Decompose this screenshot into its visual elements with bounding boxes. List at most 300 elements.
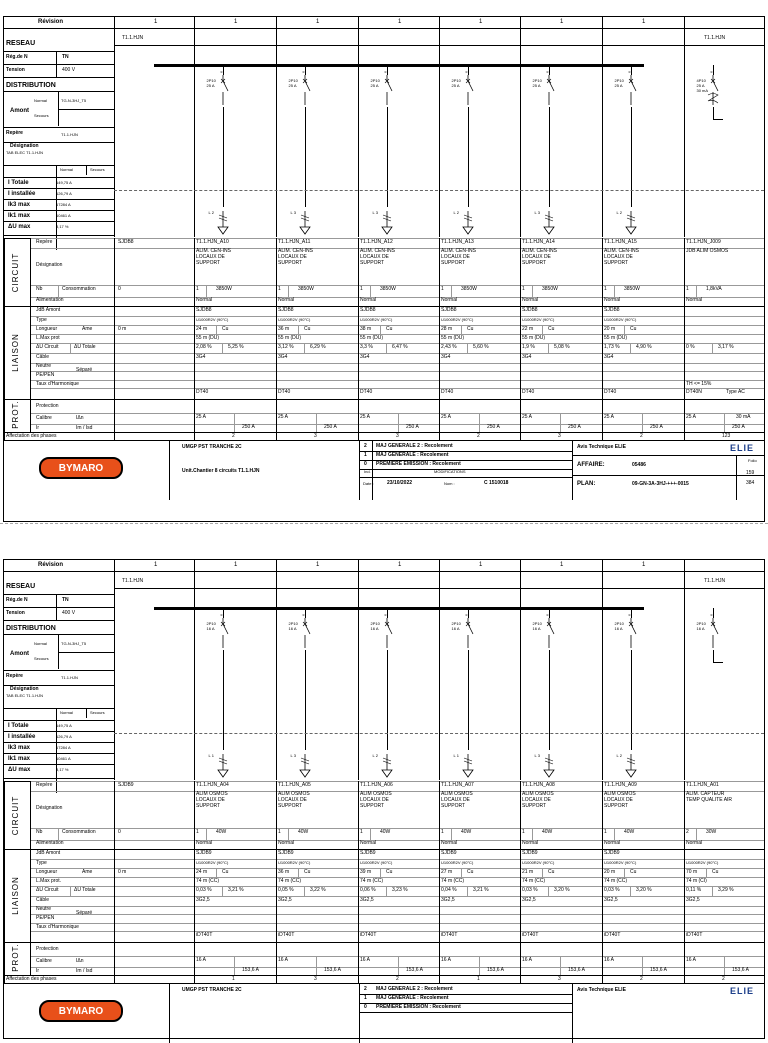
bymaro-logo: BYMARO bbox=[39, 457, 123, 479]
rule-line bbox=[30, 956, 764, 957]
ik1-max-label: Ik1 max bbox=[8, 213, 31, 219]
rule-line bbox=[548, 886, 549, 896]
rule-line bbox=[302, 608, 306, 618]
rule-line bbox=[30, 931, 764, 932]
circuit-designation: SUPPORT bbox=[278, 803, 303, 809]
circuit-du-circuit: 0,03 % bbox=[196, 887, 212, 893]
distribution-label: DISTRIBUTION bbox=[6, 625, 56, 632]
plan-value: 09-GN-3A-3HJ-+++-0015 bbox=[632, 481, 689, 487]
rule-line bbox=[4, 77, 114, 78]
circuit-nb: 1 bbox=[441, 286, 444, 292]
circuit-calibre: 25 A bbox=[604, 414, 615, 420]
row-jdb-label: JdB Amont bbox=[36, 307, 61, 313]
circuit-du-circuit: 2,43 % bbox=[441, 344, 457, 350]
circuit-nb: 1 bbox=[278, 286, 281, 292]
rule-line bbox=[4, 306, 764, 307]
rule-line bbox=[4, 210, 114, 211]
rule-line bbox=[4, 432, 764, 433]
rule-line bbox=[631, 107, 632, 207]
rule-line bbox=[520, 17, 521, 237]
circuit-im-isd: 250 A bbox=[324, 424, 337, 430]
circuit-type: U1000R2V (90°C) bbox=[604, 860, 637, 865]
rule-line bbox=[624, 325, 625, 334]
rule-line bbox=[30, 868, 764, 869]
incoming-feeder-line bbox=[114, 45, 764, 46]
repere-label: Repère bbox=[6, 673, 23, 679]
circuit-jdb: SJDB8 bbox=[441, 307, 457, 313]
rule-line bbox=[4, 28, 764, 29]
project-name: UMGP PST TRANCHE 2C bbox=[182, 987, 242, 993]
du-max-value: 3,17 % bbox=[56, 224, 69, 229]
mod-text: MAJ GENERALE 2 : Recolement bbox=[376, 443, 453, 449]
circuit-idn: 30 mA bbox=[736, 414, 751, 420]
rule-line bbox=[479, 956, 480, 975]
circuit-jdb: SJDB8 bbox=[604, 307, 620, 313]
mod-text: MAJ GENERALE : Recolement bbox=[376, 452, 449, 458]
rule-line bbox=[4, 177, 114, 178]
circuit-du-totale: 5,08 % bbox=[554, 344, 570, 350]
mod-index: 2 bbox=[364, 986, 367, 992]
circuit-protection: DT40 bbox=[522, 389, 535, 395]
circuit-repere: T1.1.HJN_A15 bbox=[604, 239, 637, 245]
breaker-rating: 16 A bbox=[614, 626, 623, 631]
rule-line bbox=[114, 17, 115, 237]
rule-line bbox=[30, 334, 764, 335]
i-totale-value: 149,75 A bbox=[56, 180, 72, 185]
revision-value: 1 bbox=[642, 562, 646, 568]
circuit-designation: LOCAUX DE bbox=[278, 797, 307, 803]
circuit-repere: T1.1.HJN_A05 bbox=[278, 782, 311, 788]
breaker-rating: 25 A bbox=[451, 83, 460, 88]
rule-line bbox=[4, 188, 114, 189]
source-repere: SJDB9 bbox=[118, 782, 134, 788]
circuit-du-circuit: 0,06 % bbox=[360, 887, 376, 893]
circuit-cable: 3G2,5 bbox=[278, 897, 292, 903]
circuit-protection-type: Type AC bbox=[726, 389, 745, 395]
rule-line bbox=[630, 886, 631, 896]
breaker-symbol bbox=[453, 618, 483, 648]
rule-line bbox=[58, 652, 114, 653]
rule-line bbox=[4, 634, 114, 635]
breaker-symbol bbox=[208, 75, 238, 105]
row-du-circuit-label: ΔU Circuit bbox=[36, 344, 59, 350]
ik3-max-value: 17284 A bbox=[56, 202, 71, 207]
rule-line bbox=[30, 781, 31, 975]
i-totale-value: 149,75 A bbox=[56, 723, 72, 728]
row-imisd-label: Im / Isd bbox=[76, 425, 93, 431]
row-idn-label: IΔn bbox=[76, 958, 84, 964]
i-totale-label: I Totale bbox=[8, 180, 29, 186]
rule-line bbox=[4, 942, 764, 943]
circuit-phase: 3 bbox=[558, 976, 561, 982]
rule-line bbox=[532, 828, 533, 840]
circuit-du-circuit: 0 % bbox=[686, 344, 695, 350]
circuit-du-circuit: 0,05 % bbox=[278, 887, 294, 893]
dashed-separator bbox=[114, 190, 764, 191]
circuit-designation: LOCAUX DE bbox=[522, 254, 551, 260]
revision-value: 1 bbox=[642, 19, 646, 25]
rule-line bbox=[712, 886, 713, 896]
circuit-alimentation: Normal bbox=[686, 297, 703, 303]
rule-line bbox=[736, 455, 737, 500]
rule-line bbox=[398, 956, 399, 975]
breaker-rating: 2P10 bbox=[206, 78, 216, 83]
circuit-du-totale: 3,22 % bbox=[310, 887, 326, 893]
rule-line bbox=[222, 343, 223, 353]
circuit-jdb: SJDB8 bbox=[360, 307, 376, 313]
rule-line bbox=[628, 65, 632, 75]
rule-line bbox=[4, 620, 114, 621]
row-calibre-label: Calibre bbox=[36, 958, 52, 964]
circuit-du-circuit: 2,08 % bbox=[196, 344, 212, 350]
rule-line bbox=[542, 325, 543, 334]
ind-label: Ind. bbox=[364, 469, 371, 474]
circuit-nb: 1 bbox=[522, 286, 525, 292]
cable-load-symbol bbox=[542, 211, 556, 235]
circuit-alimentation: Normal bbox=[196, 840, 213, 846]
rule-line bbox=[4, 221, 114, 222]
circuit-nb: 1 bbox=[360, 829, 363, 835]
normal-label: Normal bbox=[60, 167, 73, 172]
circuit-protection: DT40 bbox=[604, 389, 617, 395]
circuit-lmax: 55 m (DU) bbox=[441, 335, 465, 341]
rule-line bbox=[520, 781, 521, 983]
cable-load-symbol bbox=[298, 211, 312, 235]
rule-line bbox=[387, 107, 388, 207]
rule-line bbox=[724, 413, 725, 432]
rule-line bbox=[439, 781, 440, 983]
circuit-im-isd: 153,6 A bbox=[487, 967, 504, 973]
circuit-cable: 3G4 bbox=[441, 354, 451, 360]
rule-line bbox=[298, 325, 299, 334]
cable-load-symbol bbox=[216, 754, 230, 778]
mod-text: PREMIERE EMISSION : Recolement bbox=[376, 1004, 461, 1010]
rule-line bbox=[4, 91, 114, 92]
breaker-rating: 16 A bbox=[451, 626, 460, 631]
breaker-rating: 25 A bbox=[614, 83, 623, 88]
circuit-im-isd: 153,6 A bbox=[732, 967, 749, 973]
rule-line bbox=[206, 828, 207, 840]
circuit-du-circuit: 3,12 % bbox=[278, 344, 294, 350]
row-alimentation-label: Alimentation bbox=[36, 297, 64, 303]
circuit-phase: 2 bbox=[396, 976, 399, 982]
i-installee-value: 126,79 A bbox=[56, 734, 72, 739]
row-separe-label: Séparé bbox=[76, 910, 93, 916]
circuit-ame: Cu bbox=[386, 326, 393, 332]
rule-line bbox=[4, 51, 114, 52]
rule-line bbox=[4, 607, 114, 608]
phase-label: L 3 bbox=[290, 753, 296, 758]
rule-line bbox=[4, 571, 764, 572]
circuit-phase: 2 bbox=[640, 433, 643, 439]
rule-line bbox=[628, 608, 632, 618]
row-type-label: Type bbox=[36, 317, 47, 323]
amont-normal-value: TG-N-3HJ_T5 bbox=[61, 641, 87, 646]
circuit-designation: ALIM OSMOS bbox=[196, 791, 228, 797]
circuit-nb: 1 bbox=[360, 286, 363, 292]
rule-line bbox=[194, 560, 195, 780]
circuit-nb: 1 bbox=[278, 829, 281, 835]
circuit-jdb: SJDB8 bbox=[278, 307, 294, 313]
rule-line bbox=[546, 65, 550, 75]
phase-label: L 1 bbox=[208, 753, 214, 758]
rule-line bbox=[572, 983, 573, 1043]
rule-line bbox=[358, 781, 359, 983]
tension-label: Tension bbox=[6, 610, 25, 616]
rule-line bbox=[86, 165, 87, 175]
rule-line bbox=[468, 107, 469, 207]
breaker-tag: c bbox=[628, 612, 631, 617]
rule-line bbox=[370, 285, 371, 297]
circuit-repere: T1.1.HJN_A13 bbox=[441, 239, 474, 245]
circuit-consommation: 40W bbox=[542, 829, 553, 835]
breaker-rating: 30 mA bbox=[696, 88, 709, 93]
circuit-protection: iDT40T bbox=[441, 932, 458, 938]
rule-line bbox=[4, 594, 114, 595]
row-consommation-label: Consommation bbox=[62, 286, 96, 292]
circuit-alimentation: Normal bbox=[196, 297, 213, 303]
circuit-nb: 1 bbox=[441, 829, 444, 835]
circuit-longueur: 28 m bbox=[441, 326, 453, 332]
circuit-cable: 3G2,5 bbox=[604, 897, 618, 903]
circuit-lmax: 55 m (DU) bbox=[360, 335, 384, 341]
circuit-du-circuit: 0,04 % bbox=[441, 887, 457, 893]
source-longueur: 0 m bbox=[118, 869, 127, 875]
rule-line bbox=[602, 238, 603, 440]
i-installee-label: I installée bbox=[8, 734, 36, 740]
breaker-tag: c bbox=[465, 69, 468, 74]
phase-label: L 2 bbox=[372, 753, 378, 758]
breaker-tag: c bbox=[384, 69, 387, 74]
circuit-nb: 1 bbox=[686, 286, 689, 292]
rule-line bbox=[572, 440, 573, 500]
circuit-protection: DT40 bbox=[196, 389, 209, 395]
rule-line bbox=[276, 560, 277, 780]
breaker-rating: 2P10 bbox=[451, 78, 461, 83]
rule-line bbox=[30, 413, 764, 414]
section-circuit-label: CIRCUIT bbox=[11, 252, 21, 293]
rule-line bbox=[696, 285, 697, 297]
circuit-designation: ALIM. CAPTEUR bbox=[686, 791, 725, 797]
rule-line bbox=[560, 956, 561, 975]
source-consommation: 0 bbox=[118, 829, 121, 835]
mod-index: 0 bbox=[364, 461, 367, 467]
circuit-im-isd: 153,6 A bbox=[324, 967, 341, 973]
mod-index: 1 bbox=[364, 452, 367, 458]
breaker-rating: 4P10 bbox=[696, 78, 706, 83]
row-neutre-label: Neutre bbox=[36, 363, 52, 369]
circuit-lmax: 74 m (CC) bbox=[604, 878, 628, 884]
circuit-type: U1000R2V (90°C) bbox=[441, 317, 474, 322]
rule-line bbox=[316, 956, 317, 975]
designation-value: TAB ELEC T1.1.HJN bbox=[6, 693, 43, 698]
circuit-cable: 3G2,5 bbox=[522, 897, 536, 903]
rule-line bbox=[439, 560, 440, 780]
phase-label: L 1 bbox=[453, 753, 459, 758]
busbar bbox=[154, 607, 644, 610]
circuit-cable: 3G2,5 bbox=[686, 897, 700, 903]
circuit-consommation: 3850W bbox=[216, 286, 232, 292]
circuit-du-circuit: 0,11 % bbox=[686, 887, 702, 893]
circuit-phase: 1 bbox=[477, 976, 480, 982]
rule-line bbox=[4, 708, 114, 709]
circuit-jdb: SJDB9 bbox=[441, 850, 457, 856]
circuit-protection: iDT40T bbox=[196, 932, 213, 938]
rule-line bbox=[305, 650, 306, 750]
breaker-symbol bbox=[372, 618, 402, 648]
rule-line bbox=[30, 877, 764, 878]
circuit-protection: iDT40T bbox=[278, 932, 295, 938]
circuit-lmax: 74 m (CC) bbox=[196, 878, 220, 884]
rule-line bbox=[380, 868, 381, 877]
section-circuit-label: CIRCUIT bbox=[11, 795, 21, 836]
section-liaison-label: LIAISON bbox=[10, 333, 20, 372]
du-max-value: 3,17 % bbox=[56, 767, 69, 772]
circuit-consommation: 3850W bbox=[542, 286, 558, 292]
circuit-consommation: 3850W bbox=[624, 286, 640, 292]
rule-line bbox=[358, 238, 359, 440]
revision-value: 1 bbox=[234, 562, 238, 568]
breaker-symbol bbox=[534, 618, 564, 648]
circuit-calibre: 25 A bbox=[196, 414, 207, 420]
circuit-phase: 3 bbox=[314, 433, 317, 439]
mod-index: 0 bbox=[364, 1004, 367, 1010]
rule-line bbox=[276, 17, 277, 237]
rule-line bbox=[223, 107, 224, 207]
circuit-im-isd: 250 A bbox=[568, 424, 581, 430]
circuit-ame: Cu bbox=[304, 326, 311, 332]
breaker-rating: 25 A bbox=[696, 83, 705, 88]
rule-line bbox=[684, 238, 685, 440]
breaker-rating: 2P10 bbox=[206, 621, 216, 626]
circuit-type: U1000R2V (90°C) bbox=[196, 860, 229, 865]
rule-line bbox=[713, 107, 714, 119]
rule-line bbox=[624, 868, 625, 877]
rule-line bbox=[724, 956, 725, 975]
breaker-rating: 16 A bbox=[532, 626, 541, 631]
circuit-designation: LOCAUX DE bbox=[360, 797, 389, 803]
rule-line bbox=[380, 325, 381, 334]
breaker-tag: c bbox=[628, 69, 631, 74]
circuit-alimentation: Normal bbox=[360, 840, 377, 846]
circuit-protection: DT40 bbox=[441, 389, 454, 395]
cable-load-symbol bbox=[298, 754, 312, 778]
breaker-rating: 25 A bbox=[370, 83, 379, 88]
circuit-designation: LOCAUX DE bbox=[604, 254, 633, 260]
circuit-calibre: 16 A bbox=[360, 957, 371, 963]
breaker-symbol bbox=[698, 75, 728, 105]
breaker-rating: 16 A bbox=[206, 626, 215, 631]
circuit-designation: ALIM. CEN-INS bbox=[522, 248, 558, 254]
rule-line bbox=[30, 285, 764, 286]
circuit-type: U1000R2V (90°C) bbox=[360, 860, 393, 865]
circuit-ame: Cu bbox=[222, 869, 229, 875]
rule-line bbox=[710, 608, 714, 618]
amont-normal-value: TG-N-3HJ_T5 bbox=[61, 98, 87, 103]
rule-line bbox=[4, 975, 764, 976]
row-nb-label: Nb bbox=[36, 286, 43, 292]
revision-value: 1 bbox=[479, 19, 483, 25]
circuit-im-isd: 250 A bbox=[242, 424, 255, 430]
circuit-phase: 123 bbox=[722, 433, 731, 439]
feeder-label: T1.1.HJN bbox=[122, 35, 144, 41]
source-longueur: 0 m bbox=[118, 326, 127, 332]
row-lmax-label: L.Max prot bbox=[36, 335, 60, 341]
rule-line bbox=[358, 560, 359, 780]
circuit-ame: Cu bbox=[304, 869, 311, 875]
rule-line bbox=[4, 199, 114, 200]
incoming-feeder-line bbox=[114, 588, 764, 589]
circuit-consommation: 40W bbox=[624, 829, 635, 835]
rule-line bbox=[4, 238, 5, 440]
circuit-du-totale: 5,25 % bbox=[228, 344, 244, 350]
circuit-lmax: 55 m (DU) bbox=[196, 335, 220, 341]
row-cable-label: Câble bbox=[36, 897, 50, 903]
phase-label: L 2 bbox=[208, 210, 214, 215]
circuit-ame: Cu bbox=[712, 869, 719, 875]
circuit-designation: ALIM OSMOS bbox=[441, 791, 473, 797]
circuit-lmax: 55 m (DU) bbox=[604, 335, 628, 341]
rule-line bbox=[4, 778, 114, 779]
row-ame-label: Ame bbox=[82, 326, 93, 332]
circuit-lmax: 74 m (CC) bbox=[278, 878, 302, 884]
breaker-tag: c bbox=[710, 612, 713, 617]
rule-line bbox=[387, 650, 388, 750]
breaker-rating: 25 A bbox=[288, 83, 297, 88]
circuit-longueur: 70 m bbox=[686, 869, 698, 875]
rule-line bbox=[384, 65, 388, 75]
circuit-du-totale: 3,20 % bbox=[554, 887, 570, 893]
mod-text: MAJ GENERALE 2 : Recolement bbox=[376, 986, 453, 992]
rule-line bbox=[4, 165, 114, 166]
rule-line bbox=[465, 608, 469, 618]
rule-line bbox=[712, 343, 713, 353]
rule-line bbox=[386, 343, 387, 353]
rule-line bbox=[696, 828, 697, 840]
secours-label: Secours bbox=[90, 167, 105, 172]
rule-line bbox=[461, 325, 462, 334]
phase-label: L 3 bbox=[534, 753, 540, 758]
row-imisd-label: Im / Isd bbox=[76, 968, 93, 974]
circuit-designation: SUPPORT bbox=[604, 260, 629, 266]
circuit-type: U1000R2V (90°C) bbox=[360, 317, 393, 322]
cable-load-symbol bbox=[380, 754, 394, 778]
circuit-type: U1000R2V (90°C) bbox=[686, 860, 719, 865]
circuit-designation: LOCAUX DE bbox=[360, 254, 389, 260]
revision-label: Révision bbox=[38, 562, 64, 568]
breaker-symbol bbox=[616, 618, 646, 648]
circuit-repere: T1.1.HJN_J009 bbox=[686, 239, 721, 245]
circuit-repere: T1.1.HJN_A11 bbox=[278, 239, 311, 245]
breaker-symbol bbox=[616, 75, 646, 105]
rule-line bbox=[30, 325, 764, 326]
mod-index: 1 bbox=[364, 995, 367, 1001]
breaker-symbol bbox=[698, 618, 728, 648]
row-jdb-label: JdB Amont bbox=[36, 850, 61, 856]
row-affectation-label: Affectation des phases bbox=[6, 433, 57, 439]
feeder-label-right: T1.1.HJN bbox=[704, 578, 726, 584]
rule-line bbox=[542, 868, 543, 877]
circuit-du-totale: 3,20 % bbox=[636, 887, 652, 893]
date-value: 23/10/2022 bbox=[387, 480, 413, 486]
rule-line bbox=[642, 956, 643, 975]
plan-label: PLAN: bbox=[577, 481, 596, 487]
circuit-repere: T1.1.HJN_A10 bbox=[196, 239, 229, 245]
revision-value: 1 bbox=[316, 19, 320, 25]
du-max-label: ΔU max bbox=[8, 767, 31, 773]
i-installee-value: 126,79 A bbox=[56, 191, 72, 196]
circuit-repere: T1.1.HJN_A12 bbox=[360, 239, 393, 245]
